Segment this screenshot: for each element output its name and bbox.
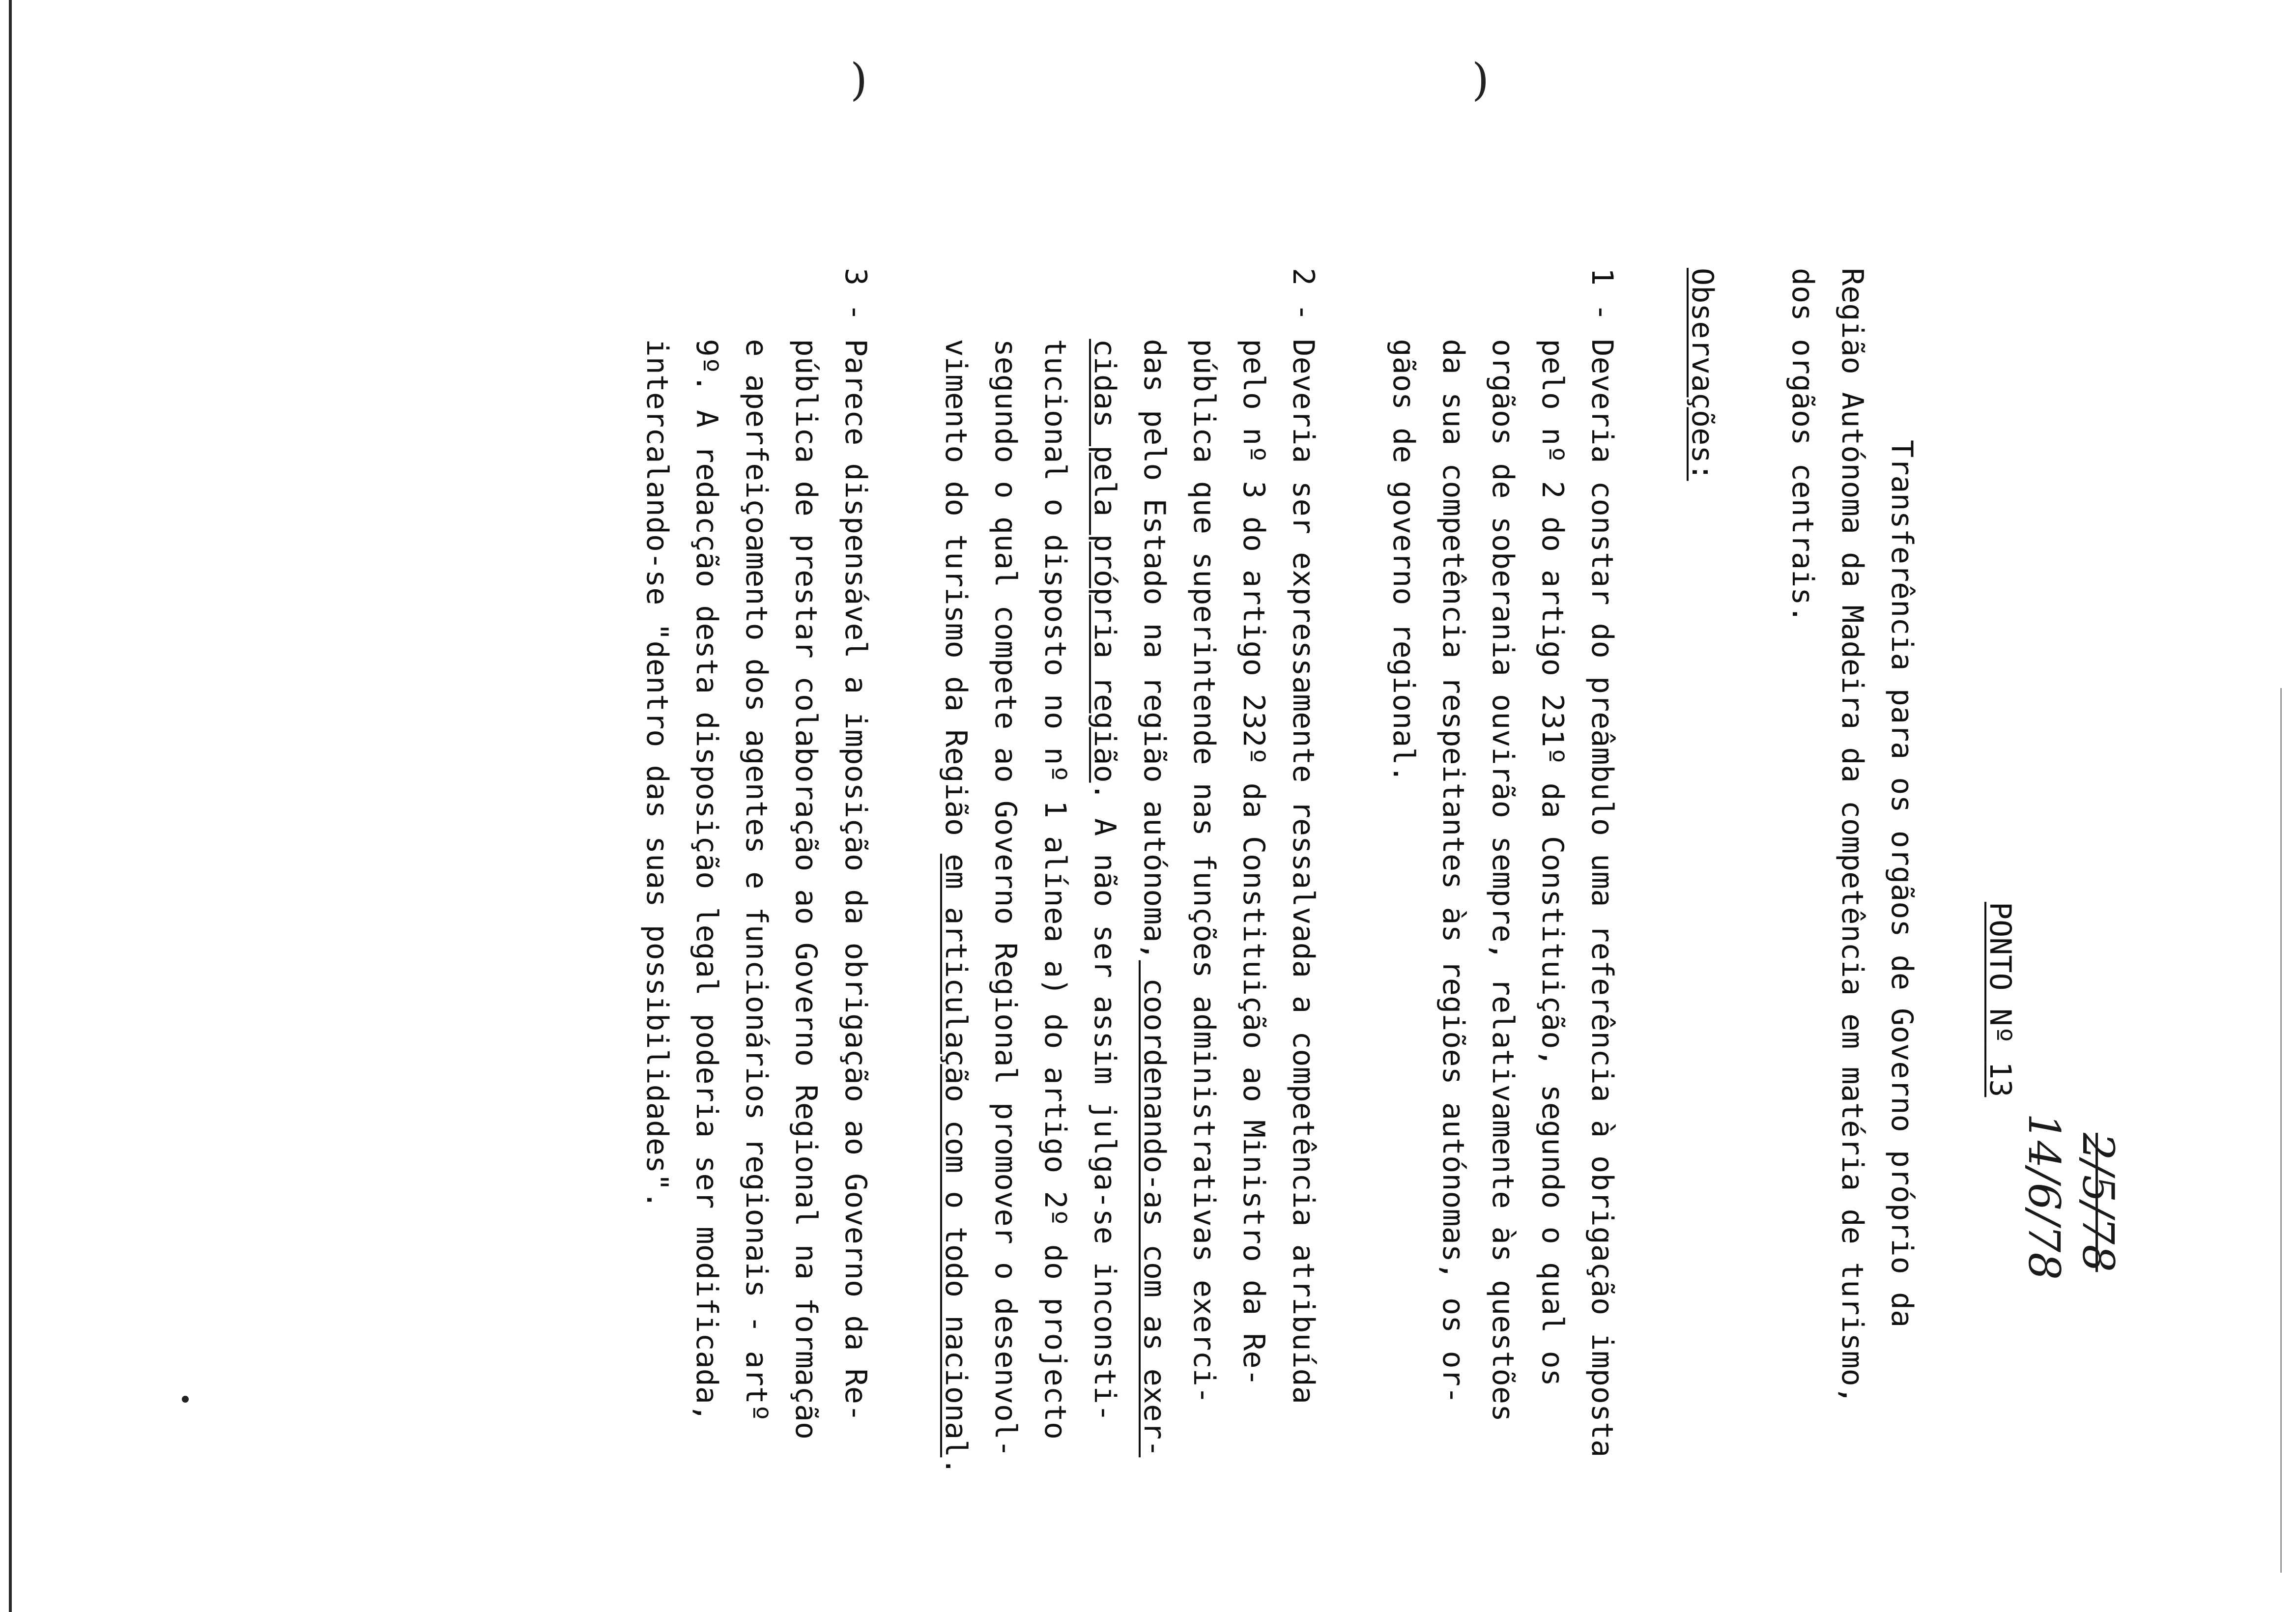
item2-line-4-text: das pelo Estado na região autónoma,: [1137, 268, 1172, 960]
item2-underline-1: coordenando-as com as exer-: [1137, 960, 1172, 1458]
observations-heading: Observações:: [1685, 268, 1720, 481]
document-body: [477, 268, 2124, 1595]
item2-line-5: [1080, 268, 1129, 1422]
item1-line-3: orgãos de soberania ouvirão sempre, relativamente às questões: [1486, 268, 1520, 1422]
item3-line-1: 3 - Parece dispensável a imposição da obrigação ao Governo da Re-: [838, 268, 873, 1422]
handwritten-date: 14/6/78: [2019, 1113, 2069, 1280]
item2-line-5-text: . A não ser assim julga-se inconsti-: [1088, 782, 1122, 1422]
item2-indent: [1088, 268, 1122, 339]
item2-line-8-end: .: [939, 1457, 973, 1475]
item1-line-1: 1 - Deveria constar do preâmbulo uma referência à obrigação imposta: [1585, 268, 1619, 1458]
point-number: 13: [1983, 1062, 2017, 1097]
item1-line-4: da sua competência respeitantes às regiões autónomas, os or-: [1436, 268, 1470, 1404]
item2-underline-2: cidas pela própria região: [1088, 339, 1122, 783]
item1-line-2: pelo nº 2 do artigo 231º da Constituição, segundo o qual os: [1535, 268, 1570, 1386]
item2-line-3: pública que superintende nas funções administrativas exerci-: [1187, 268, 1221, 1404]
title-line-1: Transferência para os orgãos de Governo próprio da: [1885, 440, 1919, 1328]
handwritten-struck-date: 2/5/78: [2073, 1133, 2124, 1272]
scan-left-edge: [9, 0, 12, 1612]
title-line-2: Região Autónoma da Madeira da competência em matéria de turismo,: [1835, 268, 1869, 1404]
item2-line-8-text: vimento do turismo da Região: [939, 268, 973, 854]
item2-line-6: tucional o disposto no nº 1 alínea a) do artigo 2º do projecto: [1038, 268, 1072, 1440]
scan-speck: [182, 1396, 189, 1403]
item3-line-5: intercalando-se "dentro das suas possibilidades".: [640, 268, 674, 1209]
punch-hole-mark-left: ): [850, 54, 868, 106]
point-label: PONTO Nº: [1983, 902, 2017, 1044]
item2-line-8: [931, 268, 980, 1475]
item2-line-1: 2 - Deveria ser expressamente ressalvada a competência atribuída: [1286, 268, 1320, 1404]
item1-line-5: gãos de governo regional.: [1386, 268, 1421, 783]
title-line-3: dos orgãos centrais.: [1785, 268, 1820, 623]
item2-underline-3: em articulação com o todo nacional: [939, 854, 973, 1458]
item3-line-3: e aperfeiçoamento dos agentes e funcionários regionais - artº: [739, 268, 774, 1422]
item2-line-2: pelo nº 3 do artigo 232º da Constituição ao Ministro da Re-: [1236, 268, 1271, 1386]
item3-line-2: pública de prestar colaboração ao Governo Regional na formação: [789, 268, 823, 1440]
scan-right-edge: [2280, 688, 2282, 1573]
item2-line-4: [1129, 268, 1179, 1457]
item3-line-4: 9º. A redacção desta disposição legal poderia ser modificada,: [689, 268, 724, 1422]
item2-line-7: segundo o qual compete ao Governo Regional promover o desenvol-: [988, 268, 1023, 1458]
point-heading: [1975, 902, 2025, 1097]
punch-hole-mark-right: ): [1472, 54, 1490, 106]
